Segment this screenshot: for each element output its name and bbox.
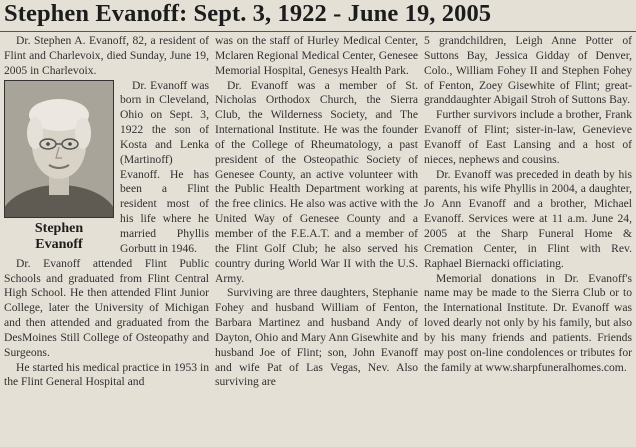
column-2 [215, 34, 418, 447]
portrait-photo [4, 80, 114, 218]
practice-paragraph: He started his medical practice in 1953 in the Flint General Hospital and [4, 360, 209, 389]
survivors-paragraph: Surviving are three daughters, Stephanie Fohey and husband William of Fenton, Barbara Martinez and husband Andy of Dayton, Ohio and Mary Ann Gisewhite and husband Joe of Flint; son, John Evanoff and wife Pat of Las Vegas, Nev. Also surviving are [215, 286, 418, 389]
membership-paragraph: Dr. Evanoff was a member of St. Nicholas Orthodox Church, the Sierra Club, the Wilderness Society, and The International Institute. He was the founder of the College of Rheumatology, a past president of the Osteopathic Society of Genesee County, an active volunteer with the Public Health Department working at the free clinics. He also was active with the United Way of Genesee County and a member of the F.E.A.T. and a member of the Flint Golf Club; he also served his country during World War II with the U.S. Army. [215, 78, 418, 285]
headline-rule [0, 31, 636, 32]
staff-paragraph: was on the staff of Hurley Medical Center, Mclaren Regional Medical Center, Genesee Memorial Hospital, Genesys Health Park. [215, 34, 418, 77]
portrait-image [5, 81, 113, 217]
intro-paragraph: Dr. Stephen A. Evanoff, 82, a resident of Flint and Charlevoix, died Sunday, June 19, 2005 in Charlevoix. [4, 34, 209, 77]
further-survivors-paragraph: Further survivors include a brother, Frank Evanoff of Flint; sister-in-law, Genevieve Evanoff of East Lansing and a host of nieces, nephews and cousins. [424, 108, 632, 166]
portrait-block [4, 80, 114, 255]
caption-last-name: Evanoff [35, 236, 83, 252]
memorial-paragraph: Memorial donations in Dr. Evanoff's name may be made to the Sierra Club or to the International Institute. Dr. Evanoff was loved dearly not only by his family, but also by his many friends and patients. Friends may post on-line condolences or tributes for the family at www.sharpfuneralhomes.com. [424, 271, 632, 374]
headline: Stephen Evanoff: Sept. 3, 1922 - June 19, 2005 [4, 0, 492, 27]
preceded-paragraph: Dr. Evanoff was preceded in death by his parents, his wife Phyllis in 2004, a daughter, Jo Ann Evanoff and a brother, Michael Evanoff. Services were at 11 a.m. June 24, 2005 at the Sharp Funeral Home & Cremation Center, in Flint with Rev. Raphael Biernacki officiating. [424, 167, 632, 270]
born-paragraph: Dr. Evanoff was born in Cleveland, Ohio on Sept. 3, 1922 the son of Kosta and Lenka (Martinoff) Evanoff. He has been a Flint resident most of his life where he married Phyllis Gorbutt in 1946. [120, 78, 209, 255]
portrait-caption [4, 221, 114, 253]
caption-first-name: Stephen [34, 220, 84, 236]
grandchildren-paragraph: 5 grandchildren, Leigh Anne Potter of Suttons Bay, Jessica Gidday of Denver, Colo., William Fohey II and Stephen Fohey of Fenton, Zoey Gisewhite of Flint; great-granddaughter Abigail Stroh of Suttons Bay. [424, 34, 632, 107]
column-1 [4, 34, 209, 447]
education-paragraph: Dr. Evanoff attended Flint Public Schools and graduated from Flint Central High School. He then attended Flint Junior College, later the University of Michigan and then attended and graduated from the DesMoines Still College of Osteopathy and Surgeons. [4, 256, 209, 359]
column-3 [424, 34, 632, 447]
